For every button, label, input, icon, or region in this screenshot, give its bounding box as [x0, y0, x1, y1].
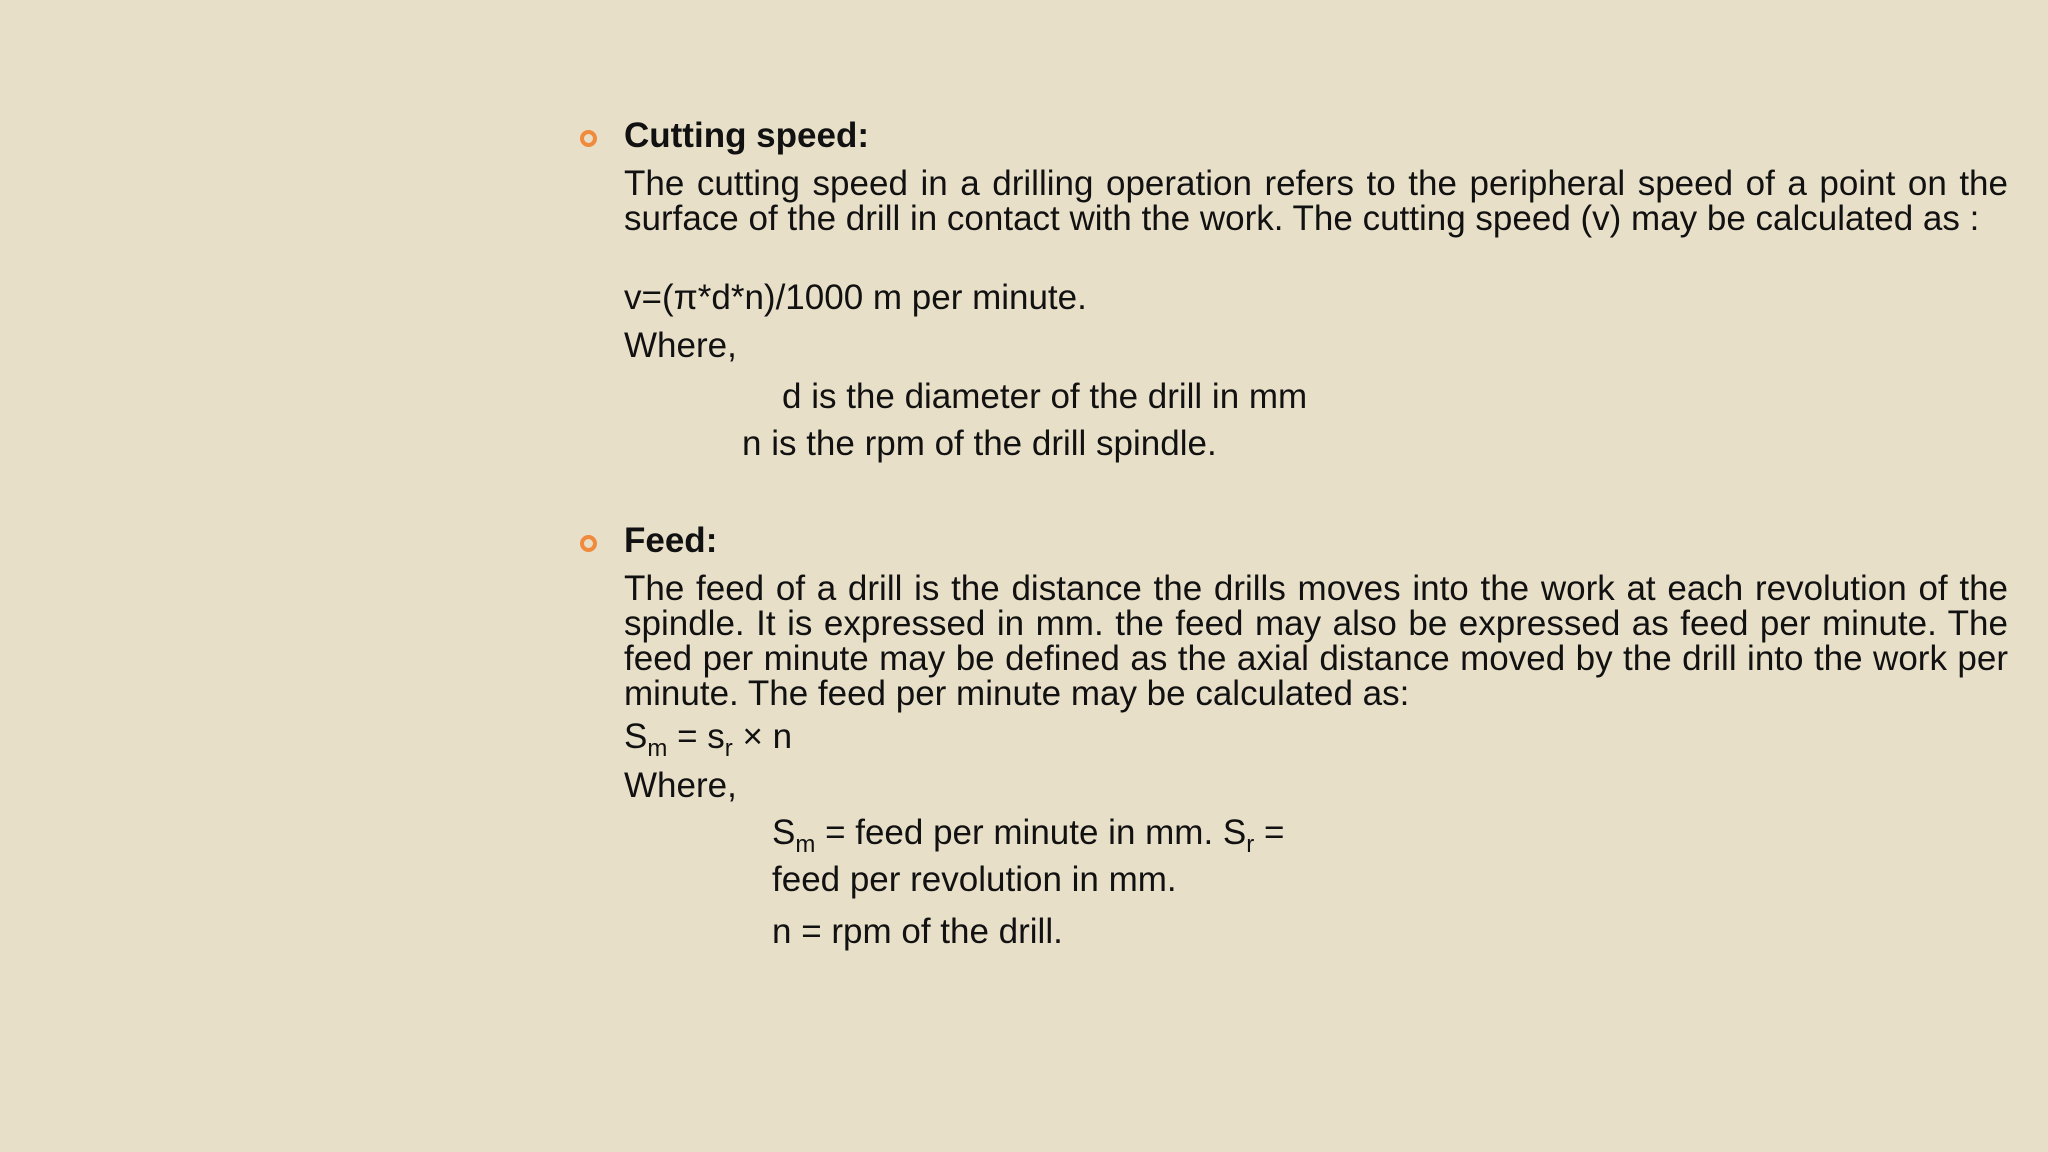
- definition-sr-continued: feed per revolution in mm.: [772, 860, 1177, 899]
- circle-bullet-icon: [580, 535, 597, 552]
- definition-sm: $S_m$ = feed per minute in mm. $S_r$ =: [772, 813, 1285, 858]
- feed-heading: Feed:: [624, 521, 718, 560]
- feed-paragraph: The feed of a drill is the distance the drills moves into the work at each revolution of the spindle. It is expressed in mm. the feed may also be expressed as feed per minute. The feed per minute may be defined as the axial distance moved by the drill into the work per minute. The feed per minute may be calculated as:: [624, 569, 2008, 713]
- cutting-speed-where: Where,: [624, 326, 737, 365]
- cutting-speed-paragraph: The cutting speed in a drilling operation refers to the peripheral speed of a point on the surface of the drill in contact with the work. The cutting speed (v) may be calculated as :: [624, 164, 2008, 238]
- circle-bullet-icon: [580, 130, 597, 147]
- definition-n-spindle: n is the rpm of the drill spindle.: [742, 424, 1217, 463]
- cutting-speed-heading: Cutting speed:: [624, 116, 869, 155]
- feed-where: Where,: [624, 766, 737, 805]
- definition-d: d is the diameter of the drill in mm: [782, 377, 1308, 416]
- cutting-speed-formula: v=(π*d*n)/1000 m per minute.: [624, 278, 1087, 317]
- definition-n-drill: n = rpm of the drill.: [772, 912, 1063, 951]
- feed-formula: $S_m = s_r \times n$: [624, 717, 793, 762]
